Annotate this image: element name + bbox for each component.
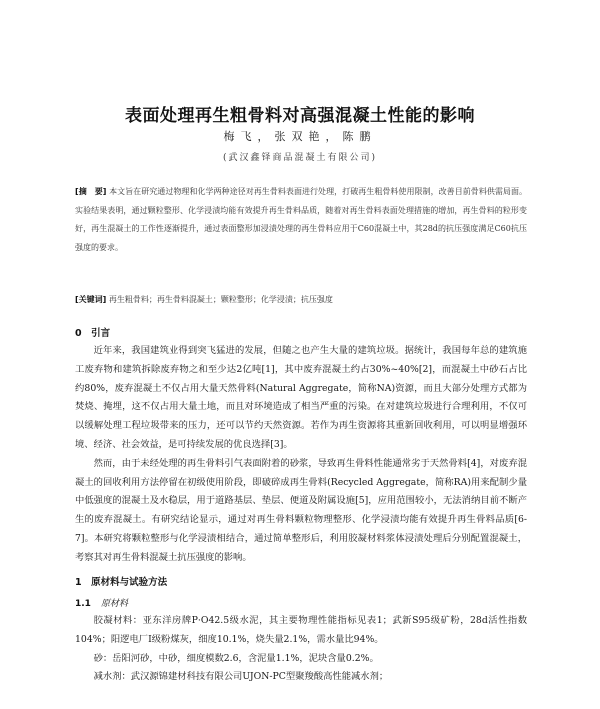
section-heading-intro: 0 引言 xyxy=(75,328,111,339)
intro-body xyxy=(75,342,527,568)
paper-title: 表面处理再生粗骨料对高强混凝土性能的影响 xyxy=(125,106,475,126)
keywords-label: [关键词] xyxy=(75,295,107,304)
materials-sand: 砂：岳阳河砂，中砂，细度模数2.6，含泥量1.1%，泥块含量0.2%。 xyxy=(93,652,379,664)
abstract-block xyxy=(75,183,527,257)
keywords-block xyxy=(75,291,527,310)
subsection-number: 1.1 xyxy=(75,599,91,609)
affiliation: (武汉鑫铎商品混凝土有限公司) xyxy=(222,153,378,163)
keywords-text: 再生粗骨料；再生骨料混凝土；颗粒整形；化学浸渍；抗压强度 xyxy=(108,295,333,304)
intro-paragraph-2: 然而，由于未经处理的再生骨料引气表面附着的砂浆，导致再生骨料性能通常劣于天然骨料[4]，对废弃混凝土的回收利用方法停留在初级使用阶段，即破碎成再生骨料(Recycled Aggregate，简称RA)用来配制少量中低强度的混凝土及水稳层，用于道路基层、垫层、便道及附属设施[5]，应用范围较小，无法消纳目前不断产生的废弃混凝土。有研究结论显示，通过对再生骨料颗粒物理整形、化学浸渍均能有效提升再生骨料品质[6-7]。本研究将颗粒整形与化学浸渍相结合，通过简单整形后，利用胶凝材料浆体浸渍处理后分别配置混凝土，考察其对再生骨料混凝土抗压强度的影响。 xyxy=(75,457,527,563)
materials-binder: 胶凝材料：亚东洋房牌P·O42.5级水泥，其主要物理性能指标见表1；武新S95级矿粉，28d活性指数104%；阳逻电厂Ⅰ级粉煤灰，细度10.1%，烧失量2.1%，需水量比94%。 xyxy=(75,615,527,645)
subsection-heading xyxy=(75,596,128,609)
intro-paragraph-1: 近年来，我国建筑业得到突飞猛进的发展，但随之也产生大量的建筑垃圾。据统计，我国每年总的建筑施工废弃物和建筑拆除废弃物之和至少达2亿吨[1]，其中废弃混凝土约占30%~40%[2]，而混凝土中砂石占比约80%，废弃混凝土不仅占用大量天然骨料(Natural Aggregate，简称NA)资源，而且大部分处理方式都为焚烧、掩埋，这不仅占用大量土地，而且对环境造成了相当严重的污染。在对建筑垃圾进行合理利用，不仅可以缓解处理工程垃圾带来的压力，还可以节约天然资源。若作为再生资源将其重新回收利用，可以明显增强环境、经济、社会效益，是可持续发展的优良选择[3]。 xyxy=(75,345,527,450)
materials-body xyxy=(75,612,527,687)
author-list: 梅飞，张双艳，陈鹏 xyxy=(223,130,377,143)
materials-admixture: 减水剂：武汉源锦建材科技有限公司UJON-PC型聚羧酸高性能减水剂； xyxy=(93,671,389,683)
abstract-text: 本文旨在研究通过物理和化学两种途径对再生骨料表面进行处理，打破再生粗骨料使用限制，改善目前骨料供需局面。实验结果表明，通过颗粒整形、化学浸渍均能有效提升再生骨料品质，随着对再生骨料表面处理措施的增加，再生骨料的粒形变好，再生混凝土的工作性逐渐提升，通过表面整形加浸渍处理的再生骨料应用于C60混凝土中，其28d的抗压强度满足C60抗压强度的要求。 xyxy=(75,187,528,252)
section-heading-materials: 1 原材料与试验方法 xyxy=(75,577,168,588)
subsection-title: 原材料 xyxy=(100,599,128,609)
abstract-label: [摘 要] xyxy=(75,187,107,196)
